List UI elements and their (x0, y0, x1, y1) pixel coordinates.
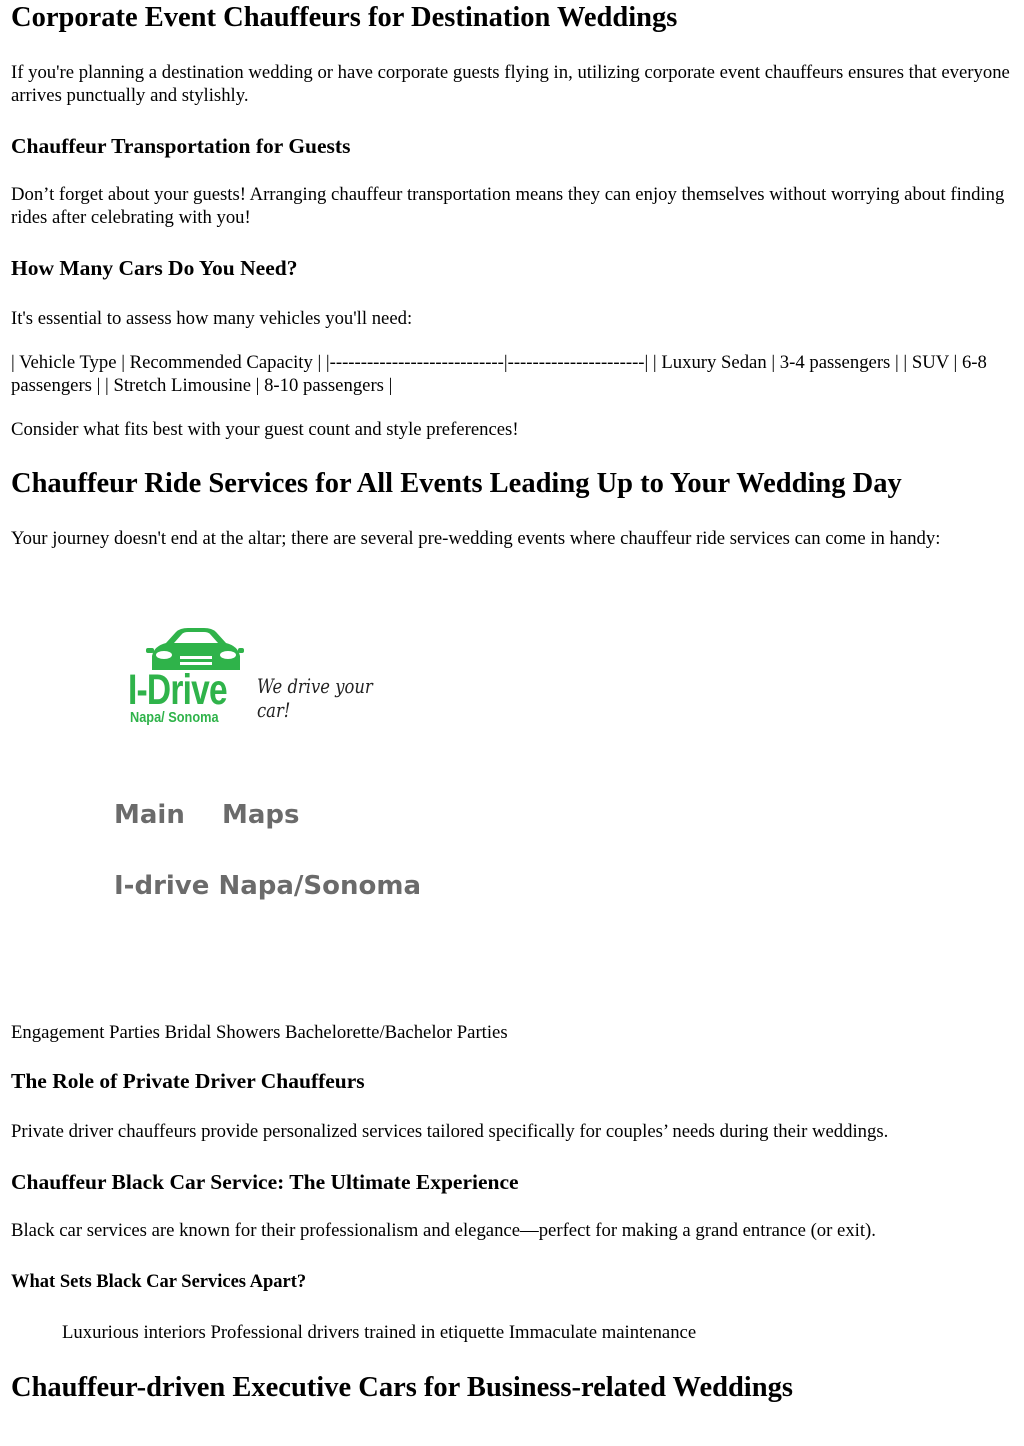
logo-tagline: We drive your car! (257, 674, 373, 722)
heading-how-many-cars: How Many Cars Do You Need? (11, 256, 298, 280)
heading-what-sets-apart: What Sets Black Car Services Apart? (11, 1272, 307, 1292)
paragraph-event-list: Engagement Parties Bridal Showers Bachelorette/Bachelor Parties (11, 1022, 508, 1043)
logo-location: Napa/ Sonoma (130, 709, 219, 726)
heading-guest-transportation: Chauffeur Transportation for Guests (11, 134, 351, 158)
nav-link-i-drive-napa-sonoma[interactable]: I-drive Napa/Sonoma (114, 871, 421, 901)
paragraph-black-car-features: Luxurious interiors Professional drivers trained in etiquette Immaculate maintenance (62, 1322, 697, 1343)
paragraph-consider-fit: Consider what fits best with your guest count and style preferences! (11, 419, 519, 440)
heading-corporate-event-chauffeurs: Corporate Event Chauffeurs for Destination Weddings (11, 2, 678, 33)
i-drive-logo[interactable] (114, 624, 414, 734)
paragraph-black-car: Black car services are known for their professionalism and elegance—perfect for making a grand entrance (or exit). (11, 1220, 876, 1241)
heading-private-driver: The Role of Private Driver Chauffeurs (11, 1069, 365, 1093)
heading-black-car-service: Chauffeur Black Car Service: The Ultimate Experience (11, 1170, 519, 1194)
nav-link-maps[interactable]: Maps (222, 800, 300, 830)
logo-brand-name: I-Drive (128, 666, 227, 714)
paragraph-guests: Don’t forget about your guests! Arranging chauffeur transportation means they can enjoy themselves without worrying about finding rides after celebrating with you! (11, 184, 1005, 228)
paragraph-destination-wedding: If you're planning a destination wedding or have corporate guests flying in, utilizing corporate event chauffeurs ensures that everyone arrives punctually and stylishly. (11, 62, 1010, 106)
paragraph-private-driver: Private driver chauffeurs provide personalized services tailored specifically for couples’ needs during their weddings. (11, 1121, 889, 1142)
vehicle-table-text: | Vehicle Type | Recommended Capacity | |----------------------------|----------------------| | Luxury Sedan | 3-4 passengers | | SUV | 6-8 passengers | | Stretch Limousine | 8-10 passengers | (11, 352, 987, 396)
heading-executive-cars: Chauffeur-driven Executive Cars for Business-related Weddings (11, 1372, 793, 1403)
heading-ride-services: Chauffeur Ride Services for All Events Leading Up to Your Wedding Day (11, 468, 902, 499)
paragraph-assess-vehicles: It's essential to assess how many vehicles you'll need: (11, 308, 413, 329)
paragraph-pre-wedding-events: Your journey doesn't end at the altar; there are several pre-wedding events where chauffeur ride services can come in handy: (11, 528, 941, 549)
nav-link-main[interactable]: Main (114, 800, 185, 830)
